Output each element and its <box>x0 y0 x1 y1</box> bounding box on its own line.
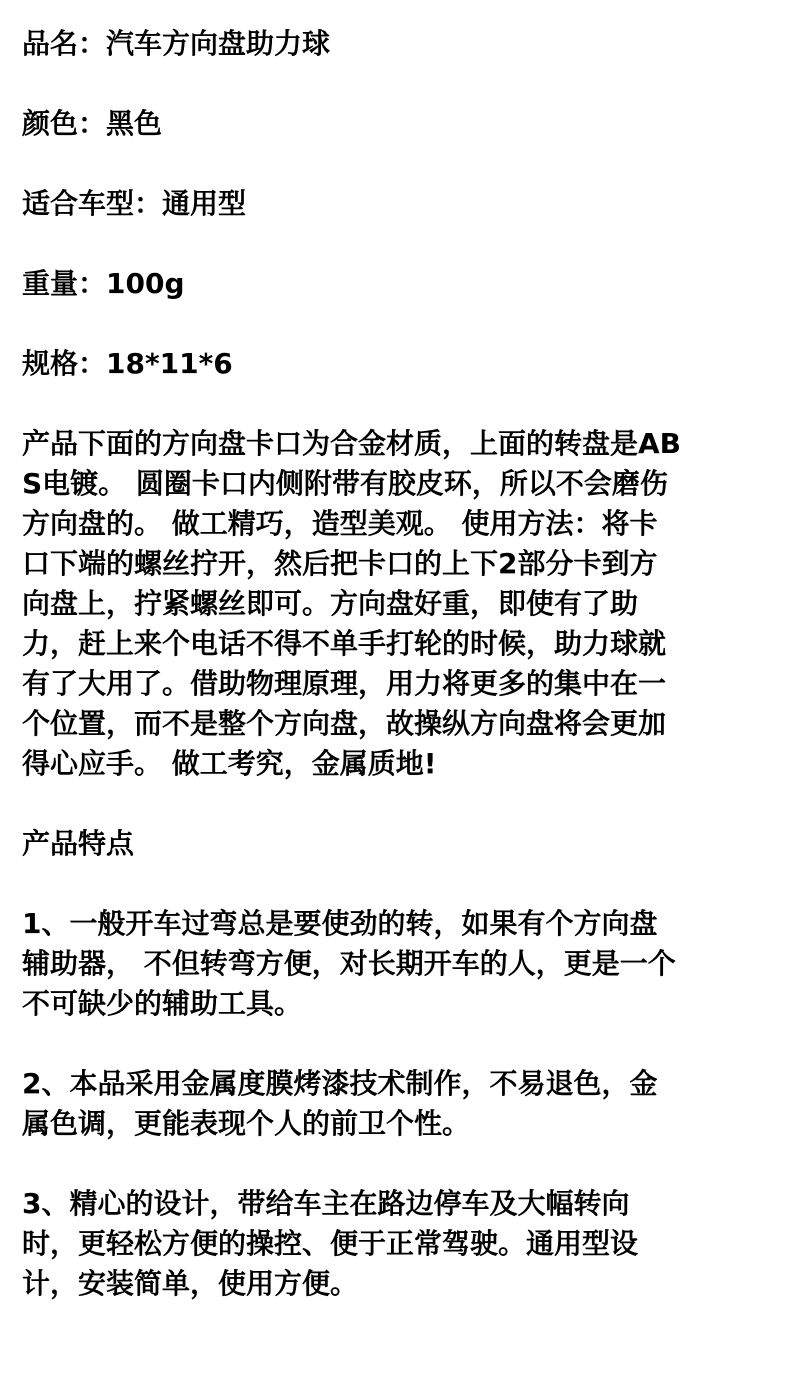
spacer <box>22 304 774 344</box>
description-line: 力，赶上来个电话不得不单手打轮的时候，助力球就 <box>22 627 667 660</box>
spec-name: 品名：汽车方向盘助力球 <box>22 27 331 60</box>
spacer <box>22 784 774 824</box>
description-line: 产品下面的方向盘卡口为合金材质，上面的转盘是AB <box>22 427 682 460</box>
description-line: 方向盘的。 做工精巧，造型美观。 使用方法：将卡 <box>22 507 658 540</box>
feature-line: 计，安装简单，使用方便。 <box>22 1267 359 1300</box>
spacer <box>22 864 774 904</box>
description-paragraph <box>22 424 774 784</box>
description-line: 得心应手。 做工考究，金属质地! <box>22 747 437 780</box>
spec-weight: 重量：100g <box>22 267 185 300</box>
feature-line: 属色调，更能表现个人的前卫个性。 <box>22 1107 471 1140</box>
description-line: 有了大用了。借助物理原理，用力将更多的集中在一 <box>22 667 667 700</box>
description-line: 向盘上，拧紧螺丝即可。方向盘好重，即使有了助 <box>22 587 639 620</box>
spec-size: 规格：18*11*6 <box>22 347 233 380</box>
description-line: 个位置，而不是整个方向盘，故操纵方向盘将会更加 <box>22 707 667 740</box>
spec-fit: 适合车型：通用型 <box>22 187 247 220</box>
feature-line: 3、精心的设计，带给车主在路边停车及大幅转向 <box>22 1187 630 1220</box>
spec-color: 颜色：黑色 <box>22 107 163 140</box>
spacer <box>22 144 774 184</box>
feature-line: 2、本品采用金属度膜烤漆技术制作，不易退色，金 <box>22 1067 658 1100</box>
features-heading: 产品特点 <box>22 827 135 860</box>
spacer <box>22 64 774 104</box>
feature-item-1 <box>22 904 774 1024</box>
description-line: S电镀。 圆圈卡口内侧附带有胶皮环，所以不会磨伤 <box>22 467 668 500</box>
feature-item-2 <box>22 1064 774 1144</box>
feature-item-3 <box>22 1184 774 1304</box>
feature-line: 时，更轻松方便的操控、便于正常驾驶。通用型设 <box>22 1227 639 1260</box>
spacer <box>22 384 774 424</box>
spacer <box>22 1144 774 1184</box>
spacer <box>22 1024 774 1064</box>
feature-line: 1、一般开车过弯总是要使劲的转，如果有个方向盘 <box>22 907 658 940</box>
spacer <box>22 224 774 264</box>
feature-line: 不可缺少的辅助工具。 <box>22 987 303 1020</box>
feature-line: 辅助器， 不但转弯方便，对长期开车的人，更是一个 <box>22 947 676 980</box>
description-line: 口下端的螺丝拧开，然后把卡口的上下2部分卡到方 <box>22 547 658 580</box>
product-document <box>22 24 774 1304</box>
